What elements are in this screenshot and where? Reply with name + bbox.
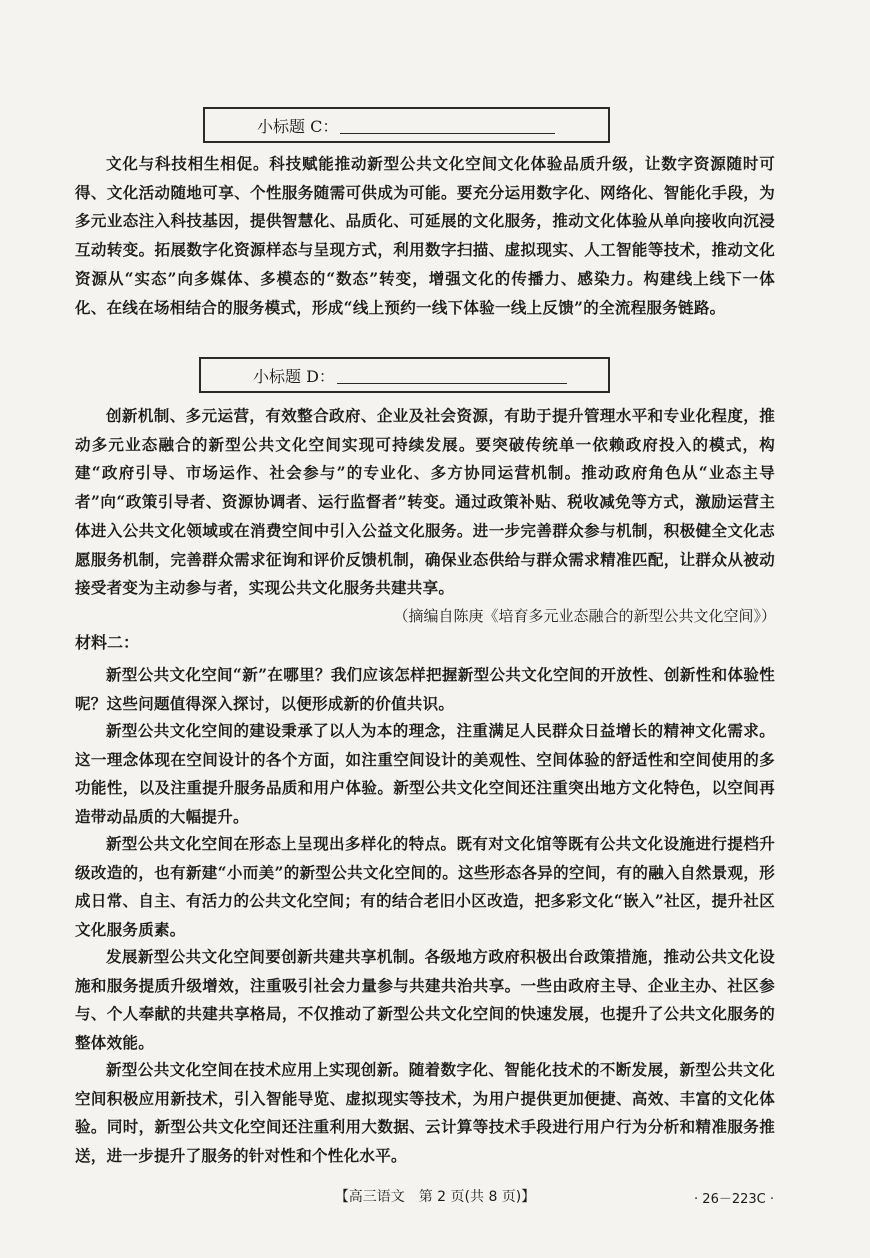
paragraph-4: 新型公共文化空间的建设秉承了以人为本的理念，注重满足人民群众日益增长的精神文化需求。这一理念体现在空间设计的各个方面，如注重空间设计的美观性、空间体验的舒适性和空间使用的多功能性，以及注重提升服务品质和用户体验。新型公共文化空间还注重突出地方文化特色，以空间再造带动品质的大幅提升。 — [75, 721, 775, 827]
paragraph-6: 发展新型公共文化空间要创新共建共享机制。各级地方政府积极出台政策措施，推动公共文化设施和服务提质升级增效，注重吸引社会力量参与共建共治共享。一些由政府主导、企业主办、社区参与、个人奉献的共建共享格局，不仅推动了新型公共文化空间的快速发展，也提升了公共文化服务的整体效能。 — [75, 947, 775, 1053]
paragraph-1: 文化与科技相生相促。科技赋能推动新型公共文化空间文化体验品质升级，让数字资源随时可得、文化活动随地可享、个性服务随需可供成为可能。要充分运用数字化、网络化、智能化手段，为多元业态注入科技基因，提供智慧化、品质化、可延展的文化服务，推动文化体验从单向接收向沉浸互动转变。拓展数字化资源样态与呈现方式，利用数字扫描、虚拟现实、人工智能等技术，推动文化资源从“实态”向多媒体、多模态的“数态”转变，增强文化的传播力、感染力。构建线上线下一体化、在线在场相结合的服务模式，形成“线上预约一线下体验一线上反馈”的全流程服务链路。 — [75, 154, 775, 317]
page-info: 【高三语文 第 2 页(共 8 页)】 — [334, 1189, 536, 1205]
exam-code: · 26－223C · — [694, 1192, 774, 1207]
paragraph-5: 新型公共文化空间在形态上呈现出多样化的特点。既有对文化馆等既有公共文化设施进行提档升级改造的，也有新建“小而美”的新型公共文化空间的。这些形态各异的空间，有的融入自然景观，形成日常、自主、有活力的公共文化空间；有的结合老旧小区改造，把多彩文化“嵌入”社区，提升社区文化服务质素。 — [75, 834, 775, 940]
material-2-heading: 材料二： — [75, 633, 140, 652]
subtitle-d-blank[interactable] — [337, 367, 567, 384]
subtitle-c-blank[interactable] — [340, 117, 555, 134]
source-citation: （摘编自陈庚《培育多元业态融合的新型公共文化空间》） — [393, 607, 776, 625]
paragraph-2: 创新机制、多元运营，有效整合政府、企业及社会资源，有助于提升管理水平和专业化程度，推动多元业态融合的新型公共文化空间实现可持续发展。要突破传统单一依赖政府投入的模式，构建“政府引导、市场运作、社会参与”的专业化、多方协同运营机制。推动政府角色从“业态主导者”向“政策引导者、资源协调者、运行监督者”转变。通过政策补贴、税收减免等方式，激励运营主体进入公共文化领域或在消费空间中引入公益文化服务。进一步完善群众参与机制，积极健全文化志愿服务机制，完善群众需求征询和评价反馈机制，确保业态供给与群众需求精准匹配，让群众从被动接受者变为主动参与者，实现公共文化服务共建共享。 — [75, 406, 775, 598]
subtitle-c-box — [203, 107, 610, 143]
paragraph-3: 新型公共文化空间“新”在哪里？我们应该怎样把握新型公共文化空间的开放性、创新性和体验性呢？这些问题值得深入探讨，以便形成新的价值共识。 — [75, 665, 775, 713]
subtitle-d-box — [199, 357, 610, 393]
subtitle-d-label: 小标题 D： — [253, 366, 335, 386]
paragraph-7: 新型公共文化空间在技术应用上实现创新。随着数字化、智能化技术的不断发展，新型公共文化空间积极应用新技术，引入智能导览、虚拟现实等技术，为用户提供更加便捷、高效、丰富的文化体验。同时，新型公共文化空间还注重利用大数据、云计算等技术手段进行用户行为分析和精准服务推送，进一步提升了服务的针对性和个性化水平。 — [75, 1060, 775, 1166]
subtitle-c-label: 小标题 C： — [257, 116, 339, 136]
